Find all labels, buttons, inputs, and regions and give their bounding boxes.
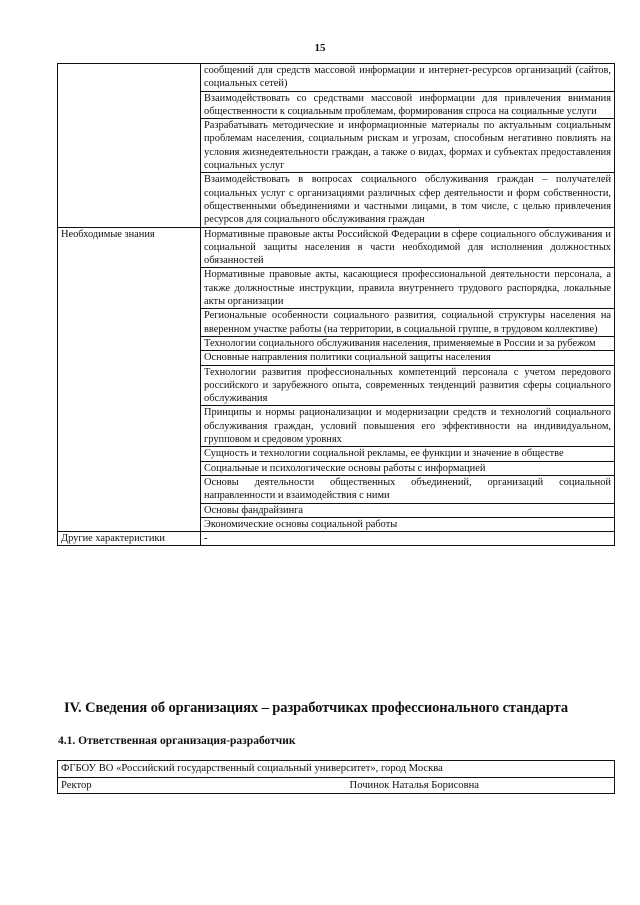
other-characteristics-value: - bbox=[201, 532, 615, 546]
functions-table bbox=[57, 63, 615, 546]
table-cell: Взаимодействовать в вопросах социального обслуживания граждан – получателей социальных услуг с организациями различных сфер деятельности и форм собственности, общественными объединениями и частными лицами, в том числе, с целью привлечения ресурсов для социального обслуживания граждан bbox=[201, 173, 615, 227]
table-cell: Экономические основы социальной работы bbox=[201, 517, 615, 531]
head-name: Починок Наталья Борисовна bbox=[349, 779, 479, 791]
table-cell: Разрабатывать методические и информационные материалы по актуальным социальным проблемам населения, социальным рискам и угрозам, способным негативно повлиять на условия жизнедеятельности граждан, а также о видах, формах и субъектах предоставления социальных услуг bbox=[201, 119, 615, 173]
table-cell: Технологии социального обслуживания населения, применяемые в России и за рубежом bbox=[201, 336, 615, 350]
subsection-title: 4.1. Ответственная организация-разработчик bbox=[58, 735, 296, 747]
organization-table bbox=[57, 760, 615, 794]
table-row bbox=[58, 761, 615, 778]
table-cell: Взаимодействовать со средствами массовой информации для привлечения внимания общественности к социальным проблемам, формирования спроса на социальные услуги bbox=[201, 91, 615, 119]
head-position: Ректор bbox=[61, 779, 92, 791]
row-label-other-characteristics: Другие характеристики bbox=[58, 532, 201, 546]
table-cell: Социальные и психологические основы работы с информацией bbox=[201, 461, 615, 475]
table-row bbox=[58, 777, 615, 794]
table-row bbox=[58, 64, 615, 92]
table-cell: Принципы и нормы рационализации и модернизации средств и технологий социального обслуживания граждан, условий повышения его эффективности на индивидуальном, групповом и средовом уровнях bbox=[201, 406, 615, 447]
table-cell: Технологии развития профессиональных компетенций персонала с учетом передового российского и зарубежного опыта, современных тенденций развития сферы социального обслуживания bbox=[201, 365, 615, 406]
table-cell: Основные направления политики социальной защиты населения bbox=[201, 351, 615, 365]
table-cell: Сущность и технологии социальной рекламы, ее функции и значение в обществе bbox=[201, 447, 615, 461]
table-cell: Основы фандрайзинга bbox=[201, 503, 615, 517]
table-cell: сообщений для средств массовой информации и интернет-ресурсов организаций (сайтов, социальных сетей) bbox=[201, 64, 615, 92]
table-cell: Основы деятельности общественных объединений, организаций социальной направленности и взаимодействия с ними bbox=[201, 475, 615, 503]
section-title: IV. Сведения об организациях – разработчиках профессионального стандарта bbox=[64, 700, 569, 716]
row-label-required-knowledge: Необходимые знания bbox=[58, 227, 201, 532]
page-number: 15 bbox=[314, 42, 326, 54]
organization-name: ФГБОУ ВО «Российский государственный социальный университет», город Москва bbox=[58, 761, 615, 778]
row-label bbox=[58, 64, 201, 228]
table-row bbox=[58, 532, 615, 546]
table-cell: Региональные особенности социального развития, социальной структуры населения на вверенном участке работы (на территории, в социальной группе, в трудовом коллективе) bbox=[201, 309, 615, 337]
table-cell: Нормативные правовые акты Российской Федерации в сфере социального обслуживания и социальной защиты населения в части необходимой для исполнения должностных обязанностей bbox=[201, 227, 615, 268]
organization-head bbox=[58, 777, 615, 794]
table-cell: Нормативные правовые акты, касающиеся профессиональной деятельности персонала, а также должностные инструкции, правила внутреннего трудового распорядка, локальные акты организации bbox=[201, 268, 615, 309]
table-row bbox=[58, 227, 615, 268]
